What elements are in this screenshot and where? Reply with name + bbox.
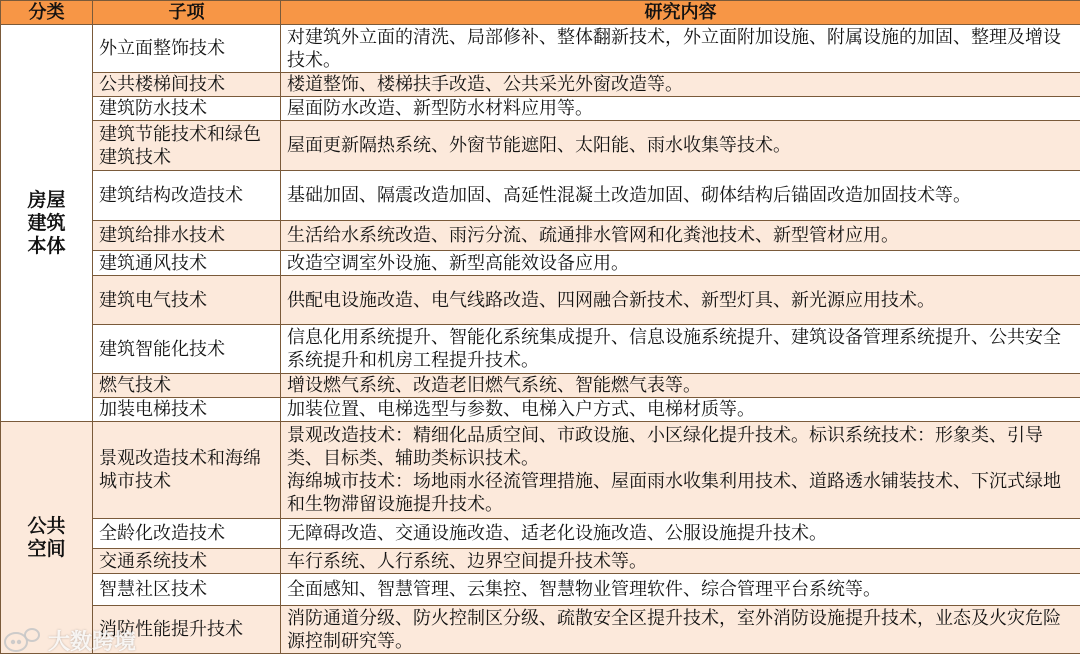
table-row (1, 221, 1080, 251)
table-row (1, 422, 1080, 519)
table-row (1, 25, 1080, 73)
content-cell: 对建筑外立面的清洗、局部修补、整体翻新技术，外立面附加设施、附属设施的加固、整理及增设技术。 (281, 25, 1080, 73)
content-cell: 消防通道分级、防火控制区分级、疏散安全区提升技术，室外消防设施提升技术，业态及火灾危险源控制研究等。 (281, 606, 1080, 654)
header-category: 分类 (1, 1, 93, 25)
subitem-cell: 建筑结构改造技术 (93, 171, 281, 221)
content-cell: 供配电设施改造、电气线路改造、四网融合新技术、新型灯具、新光源应用技术。 (281, 276, 1080, 325)
table-row (1, 549, 1080, 574)
header-subitem: 子项 (93, 1, 281, 25)
watermark-text: 大数跨境 (48, 629, 137, 655)
table-row (1, 606, 1080, 654)
content-cell: 增设燃气系统、改造老旧燃气系统、智能燃气表等。 (281, 374, 1080, 398)
subitem-cell: 建筑通风技术 (93, 251, 281, 276)
content-cell: 生活给水系统改造、雨污分流、疏通排水管网和化粪池技术、新型管材应用。 (281, 221, 1080, 251)
content-cell: 全面感知、智慧管理、云集控、智慧物业管理软件、综合管理平台系统等。 (281, 574, 1080, 606)
subitem-cell: 外立面整饰技术 (93, 25, 281, 73)
subitem-cell: 建筑防水技术 (93, 97, 281, 121)
content-cell: 车行系统、人行系统、边界空间提升技术等。 (281, 549, 1080, 574)
subitem-cell: 燃气技术 (93, 374, 281, 398)
subitem-cell: 公共楼梯间技术 (93, 73, 281, 97)
table-row (1, 519, 1080, 549)
content-cell: 屋面更新隔热系统、外窗节能遮阳、太阳能、雨水收集等技术。 (281, 121, 1080, 171)
header-row (1, 1, 1080, 25)
table-row (1, 121, 1080, 171)
content-cell: 景观改造技术：精细化品质空间、市政设施、小区绿化提升技术。标识系统技术：形象类、引导类、目标类、辅助类标识技术。 海绵城市技术：场地雨水径流管理措施、屋面雨水收集利用技术、道路透水铺装技术、下沉式绿地和生物滞留设施提升技术。 (281, 422, 1080, 519)
subitem-cell: 建筑给排水技术 (93, 221, 281, 251)
table-row (1, 73, 1080, 97)
category-public-space: 公共 空间 (1, 422, 93, 654)
content-cell: 改造空调室外设施、新型高能效设备应用。 (281, 251, 1080, 276)
content-cell: 信息化用系统提升、智能化系统集成提升、信息设施系统提升、建筑设备管理系统提升、公共安全系统提升和机房工程提升技术。 (281, 325, 1080, 374)
table-row (1, 276, 1080, 325)
table-row (1, 398, 1080, 422)
subitem-cell: 景观改造技术和海绵城市技术 (93, 422, 281, 519)
header-content: 研究内容 (281, 1, 1080, 25)
subitem-cell: 消防性能提升技术 (93, 606, 281, 654)
subitem-cell: 全龄化改造技术 (93, 519, 281, 549)
subitem-cell: 智慧社区技术 (93, 574, 281, 606)
table-row (1, 325, 1080, 374)
subitem-cell: 加装电梯技术 (93, 398, 281, 422)
table-row (1, 251, 1080, 276)
subitem-cell: 交通系统技术 (93, 549, 281, 574)
category-building-body: 房屋 建筑 本体 (1, 25, 93, 422)
content-cell: 屋面防水改造、新型防水材料应用等。 (281, 97, 1080, 121)
subitem-cell: 建筑智能化技术 (93, 325, 281, 374)
subitem-cell: 建筑节能技术和绿色建筑技术 (93, 121, 281, 171)
content-cell: 楼道整饰、楼梯扶手改造、公共采光外窗改造等。 (281, 73, 1080, 97)
table-row (1, 374, 1080, 398)
table-row (1, 171, 1080, 221)
subitem-cell: 建筑电气技术 (93, 276, 281, 325)
content-cell: 无障碍改造、交通设施改造、适老化设施改造、公服设施提升技术。 (281, 519, 1080, 549)
content-cell: 加装位置、电梯选型与参数、电梯入户方式、电梯材质等。 (281, 398, 1080, 422)
table-row (1, 97, 1080, 121)
content-cell: 基础加固、隔震改造加固、高延性混凝土改造加固、砌体结构后锚固改造加固技术等。 (281, 171, 1080, 221)
table-row (1, 574, 1080, 606)
